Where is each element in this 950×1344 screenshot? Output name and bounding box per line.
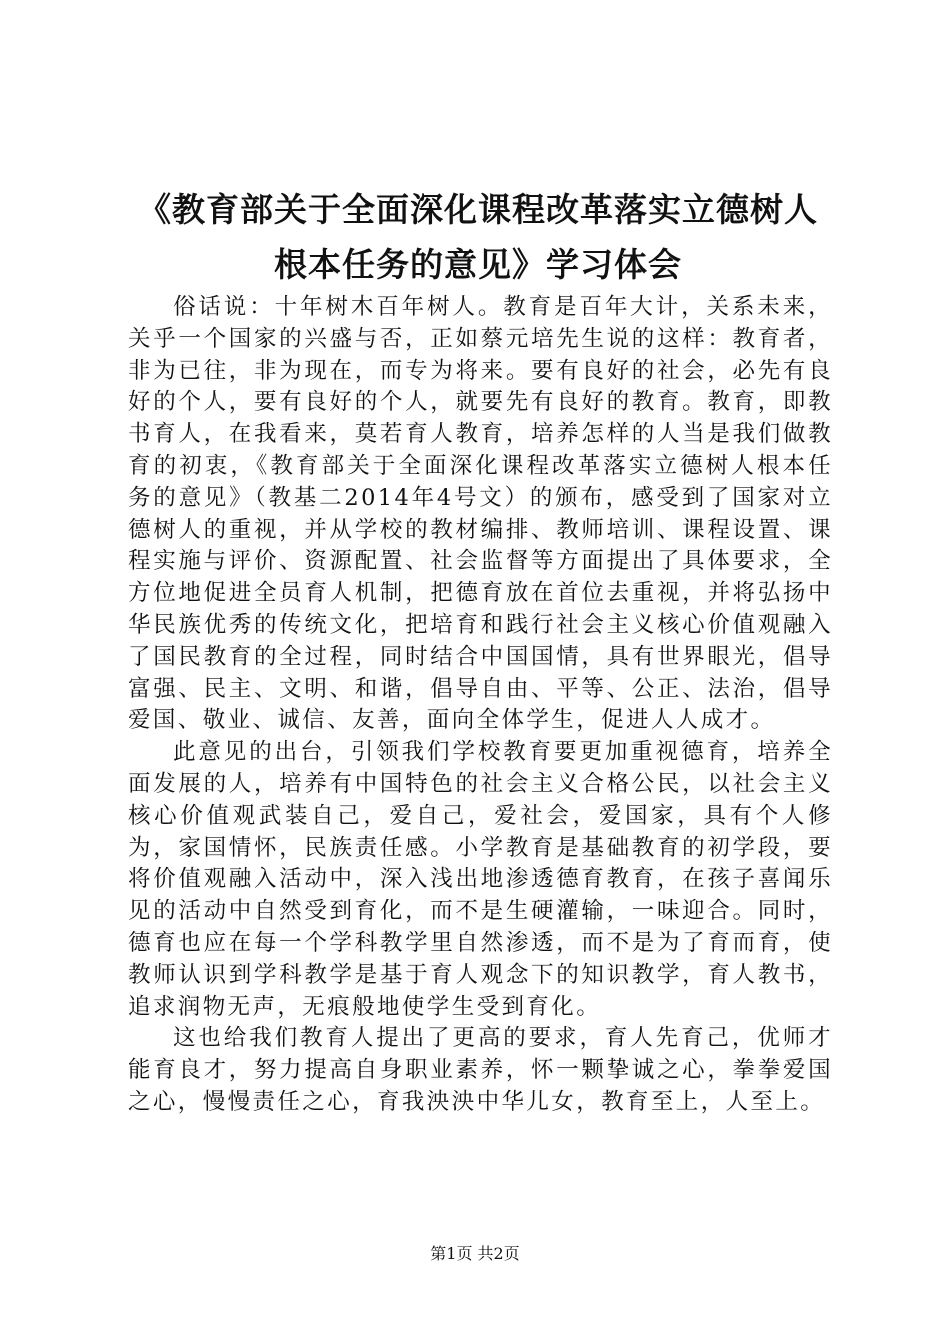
page-number-footer: 第1页 共2页 bbox=[430, 1244, 520, 1263]
paragraph-2: 此意见的出台，引领我们学校教育要更加重视德育，培养全面发展的人，培养有中国特色的社会主义合格公民，以社会主义核心价值观武装自己，爱自己，爱社会，爱国家，具有个人修为，家国情怀，民族责任感。小学教育是基础教育的初学段，要将价值观融入活动中，深入浅出地渗透德育教育，在孩子喜闻乐见的活动中自然受到育化，而不是生硬灌输，一味迎合。同时，德育也应在每一个学科教学里自然渗透，而不是为了育而育，使教师认识到学科教学是基于育人观念下的知识教学，育人教书，追求润物无声，无痕般地使学生受到育化。 bbox=[128, 739, 833, 1020]
document-title-line-2: 根本任务的意见》学习体会 bbox=[274, 245, 682, 284]
document-title-line-1: 《教育部关于全面深化课程改革落实立德树人 bbox=[138, 190, 818, 229]
document-body bbox=[128, 292, 833, 1119]
paragraph-3: 这也给我们教育人提出了更高的要求，育人先育己，优师才能育良才，努力提高自身职业素养，怀一颗挚诚之心，拳拳爱国之心，慢慢责任之心，育我泱泱中华儿女，教育至上，人至上。 bbox=[128, 1025, 833, 1115]
paragraph-1: 俗话说：十年树木百年树人。教育是百年大计，关系未来，关乎一个国家的兴盛与否，正如蔡元培先生说的这样：教育者，非为已往，非为现在，而专为将来。要有良好的社会，必先有良好的个人，要有良好的个人，就要先有良好的教育。教育，即教书育人，在我看来，莫若育人教育，培养怎样的人当是我们做教育的初衷，《教育部关于全面深化课程改革落实立德树人根本任务的意见》（教基二2014年4号文）的颁布，感受到了国家对立德树人的重视，并从学校的教材编排、教师培训、课程设置、课程实施与评价、资源配置、社会监督等方面提出了具体要求，全方位地促进全员育人机制，把德育放在首位去重视，并将弘扬中华民族优秀的传统文化，把培育和践行社会主义核心价值观融入了国民教育的全过程，同时结合中国国情，具有世界眼光，倡导富强、民主、文明、和谐，倡导自由、平等、公正、法治，倡导爱国、敬业、诚信、友善，面向全体学生，促进人人成才。 bbox=[128, 294, 833, 734]
